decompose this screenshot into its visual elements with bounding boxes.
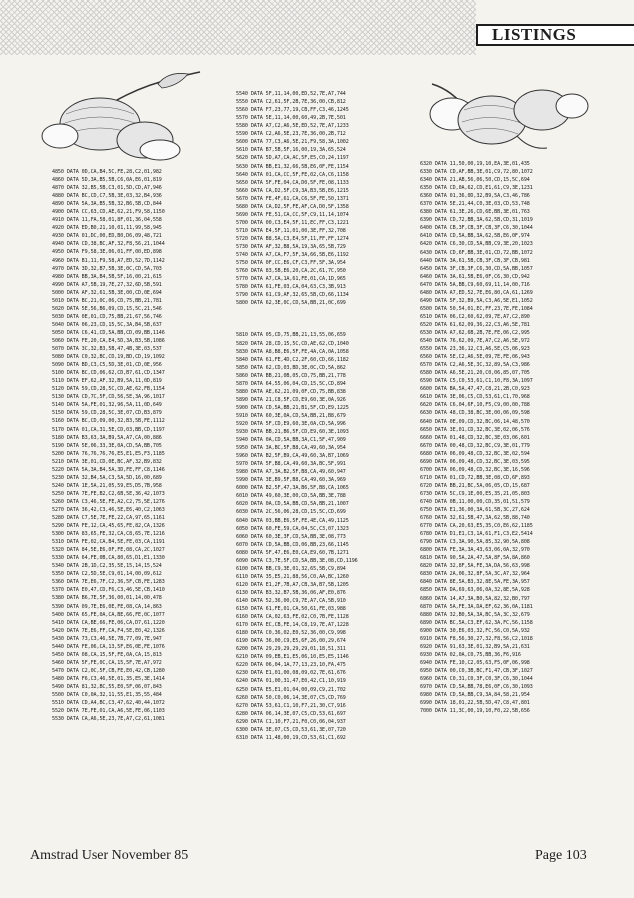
data-line: 6790 DATA C3,3A,90,5A,85,32,90,5A,808	[420, 539, 530, 546]
data-line: 5840 DATA 61,FE,4D,C2,2F,60,CD,66,1182	[236, 356, 349, 363]
listing-column-3	[420, 160, 533, 715]
data-line: 5560 DATA F7,23,77,19,CB,FF,C3,46,1245	[236, 107, 349, 114]
data-line: 5670 DATA FE,4F,61,CA,C6,5F,FE,50,1371	[236, 195, 349, 202]
data-line: 5210 DATA 3E,01,CD,0E,BC,AF,32,B9,832	[52, 458, 162, 465]
data-line: 5820 DATA 28,CD,15,5C,CD,AE,62,CD,1040	[236, 340, 349, 347]
data-line: 5060 DATA FE,20,CA,E4,5D,3A,B3,5B,1086	[52, 337, 165, 344]
data-line: 6260 DATA 50,C0,06,14,3E,07,C5,CD,769	[236, 694, 346, 701]
data-line: 6440 DATA 3A,61,5B,CB,3F,CB,3F,CB,981	[420, 257, 530, 264]
data-line: 6700 DATA 06,09,48,CD,32,BC,3E,16,596	[420, 466, 530, 473]
listing-column-1	[52, 168, 165, 723]
data-line: 5400 DATA 65,FE,0A,CA,BE,66,FE,0C,1077	[52, 611, 165, 618]
data-line: 4890 DATA 5A,3A,B5,5B,32,B6,5B,CD,844	[52, 201, 162, 208]
data-line: 6230 DATA E1,01,00,08,09,02,7E,61,676	[236, 670, 346, 677]
data-line: 6540 DATA 76,62,09,7E,A7,C2,A6,5E,972	[420, 338, 530, 345]
data-line: 6510 DATA 06,C2,60,62,09,7E,A7,C2,890	[420, 313, 530, 320]
data-line: 5130 DATA CD,7C,5F,CD,56,5E,3A,96,1017	[52, 394, 165, 401]
data-line: 6270 DATA 53,61,C1,10,F7,21,30,C7,916	[236, 702, 346, 709]
data-line: 6110 DATA 35,E5,21,88,56,C0,AA,BC,1260	[236, 573, 349, 580]
data-line: 5030 DATA 0E,01,CD,75,BB,21,67,56,746	[52, 313, 162, 320]
data-line: 5480 DATA F6,C3,46,5E,01,35,E5,3E,1414	[52, 675, 165, 682]
data-line: 6360 DATA 01,36,0D,32,B9,5A,C3,46,786	[420, 193, 530, 200]
data-line: 6680 DATA 06,09,48,CD,32,BC,3E,02,594	[420, 450, 530, 457]
data-line: 5990 DATA 3E,B9,5F,B8,CA,49,60,3A,969	[236, 477, 346, 484]
data-line: 6300 DATA 3E,07,C5,CD,53,61,3E,07,720	[236, 726, 346, 733]
data-line: 5920 DATA 5F,CD,E9,60,3E,0A,CD,5A,996	[236, 420, 346, 427]
data-line: 5220 DATA 5A,3A,B4,5A,3D,FE,FF,C8,1146	[52, 466, 165, 473]
data-line: 6000 DATA B2,5F,47,3A,B6,5F,B8,CA,1065	[236, 485, 349, 492]
data-line: 6860 DATA 14,A7,3A,B0,5A,82,32,B0,797	[420, 595, 530, 602]
data-line: 6030 DATA 2C,56,06,28,CD,15,5C,CD,699	[236, 509, 346, 516]
data-line: 6020 DATA 0A,CD,5A,BB,CD,5A,BB,21,1007	[236, 501, 349, 508]
data-line: 6280 DATA 06,14,3E,07,C5,CD,53,61,697	[236, 710, 346, 717]
data-line: 4990 DATA A7,5B,19,7E,27,32,6D,5B,591	[52, 281, 162, 288]
data-line: 6840 DATA 8E,5A,B3,32,8E,5A,FE,3A,957	[420, 579, 530, 586]
data-line: 5930 DATA BB,21,B6,5F,CD,E9,60,3E,1093	[236, 429, 349, 436]
data-line: 5530 DATA CA,A6,5E,23,7E,A7,C2,61,1081	[52, 716, 165, 723]
data-line: 6910 DATA F8,56,30,27,32,F8,56,C2,1018	[420, 635, 533, 642]
data-line: 6560 DATA 5E,C2,A6,5E,09,7E,FE,06,943	[420, 354, 530, 361]
data-line: 5880 DATA AE,62,21,09,0F,CD,75,BB,838	[236, 388, 346, 395]
data-line: 6870 DATA 5A,FE,3A,DA,EF,62,36,0A,1181	[420, 603, 533, 610]
data-line: 6210 DATA 09,EB,E1,E5,06,10,E5,E5,1146	[236, 654, 349, 661]
data-line: 5260 DATA C3,46,5E,FE,A2,C2,75,5E,1276	[52, 498, 165, 505]
data-line: 6320 DATA 11,50,00,19,10,EA,3E,01,435	[420, 161, 530, 167]
data-line: 5950 DATA 3A,BC,5F,B8,CA,49,60,3A,954	[236, 445, 346, 452]
data-line: 5190 DATA 5E,06,33,3E,0A,CD,5A,BB,705	[52, 442, 162, 449]
footer-magazine: Amstrad User November 85	[30, 848, 189, 863]
data-line: 5680 DATA CA,D2,5F,FE,AF,CA,D0,5F,1358	[236, 203, 349, 210]
data-line: 5410 DATA CA,BE,66,FE,06,CA,D7,61,1220	[52, 619, 165, 626]
data-line: 6650 DATA 3E,01,CD,32,BC,3E,02,06,576	[420, 426, 530, 433]
data-line: 6600 DATA BA,5A,47,47,C8,21,2B,C0,923	[420, 386, 530, 393]
data-line: 6130 DATA B3,32,B7,5B,36,06,AF,E0,876	[236, 589, 346, 596]
data-line: 5620 DATA 5D,A7,CA,AC,5F,E5,C0,24,1197	[236, 155, 349, 162]
data-line: 5580 DATA A7,C2,A6,5E,ED,52,7E,A7,1233	[236, 123, 349, 130]
data-line: 6810 DATA 90,5A,2A,47,5A,8F,5A,8A,860	[420, 555, 530, 562]
data-line: 5300 DATA 83,65,FE,32,CA,C8,65,7E,1216	[52, 531, 165, 538]
data-line: 6250 DATA E5,E1,01,04,00,09,C9,21,702	[236, 686, 346, 693]
data-line: 6950 DATA 00,C0,3B,BC,F1,47,CB,3F,1027	[420, 667, 533, 674]
data-line: 6160 DATA CA,02,63,FE,02,C0,7B,FE,1128	[236, 614, 349, 621]
data-line: 5050 DATA C6,41,CD,5A,BB,CD,09,BB,1146	[52, 329, 165, 336]
data-line: 5350 DATA C2,5D,5E,C9,01,14,00,09,612	[52, 571, 162, 578]
data-line: 6390 DATA CD,72,BB,3A,62,5B,CD,31,1019	[420, 217, 533, 224]
data-line: 7000 DATA 11,3C,00,19,10,F0,22,5B,656	[420, 708, 530, 715]
data-line: 6140 DATA 52,36,00,C9,7E,A7,CA,5B,910	[236, 598, 346, 604]
data-line: 5600 DATA 77,C3,A6,5E,21,F9,58,3A,1002	[236, 139, 349, 146]
data-line: 5730 DATA AF,32,B8,5A,19,3A,65,5B,729	[236, 243, 346, 250]
data-line: 5970 DATA 5F,B8,CA,49,60,3A,BC,5F,991	[236, 461, 346, 468]
data-line: 6330 DATA CD,AF,BB,3E,01,C9,72,80,1072	[420, 169, 533, 176]
data-line: 6710 DATA 01,CD,72,BB,3E,08,CD,6F,893	[420, 474, 530, 481]
data-line: 5570 DATA 5E,11,14,00,60,49,2B,7E,501	[236, 115, 346, 122]
data-line: 6730 DATA 5C,C9,1E,00,E5,35,21,05,803	[420, 490, 530, 497]
data-line: 5080 DATA C0,32,BC,CD,19,BD,CD,19,1092	[52, 354, 165, 361]
data-line: 4860 DATA 5D,3A,B5,5B,C6,0A,E6,01,819	[52, 177, 162, 184]
data-line: 5120 DATA 59,CD,28,5C,CD,AE,62,FB,1154	[52, 386, 165, 393]
data-line: 6770 DATA CA,20,63,E5,35,C0,E6,62,1185	[420, 523, 533, 530]
footer-page-number: Page 103	[535, 848, 587, 863]
data-line: 5540 DATA 5F,11,14,00,ED,52,7E,A7,744	[236, 91, 346, 98]
data-line: 6180 DATA C0,36,02,E0,52,36,00,C9,998	[236, 630, 346, 637]
data-line: 5770 DATA A7,CA,1A,61,FE,01,CA,1D,965	[236, 276, 346, 283]
data-line: 5280 DATA C7,5E,7E,FE,22,CA,97,65,1161	[52, 515, 165, 522]
data-line: 5110 DATA EF,62,AF,32,B9,5A,11,0D,819	[52, 378, 162, 385]
data-line: 5320 DATA 84,5E,E6,0F,FE,08,CA,2C,1027	[52, 547, 165, 554]
data-line: 5310 DATA FE,02,CA,B4,5E,FE,03,CA,1191	[52, 539, 165, 546]
data-line: 5150 DATA 59,CD,28,5C,3E,07,CD,B3,879	[52, 410, 162, 417]
data-line: 6640 DATA 0E,09,CD,32,BC,06,14,48,570	[420, 418, 530, 425]
acorn-illustration-left	[40, 66, 215, 162]
data-line: 5490 DATA 81,32,BC,55,E0,5F,06,07,843	[52, 684, 162, 690]
data-line: 5230 DATA 32,B4,5A,C3,5A,5D,16,00,689	[52, 474, 162, 481]
data-line: 4960 DATA B1,11,F9,58,A7,ED,52,7D,1142	[52, 257, 165, 264]
data-line: 6170 DATA EC,CB,FE,14,C8,19,7E,A7,1228	[236, 622, 349, 629]
data-line: 5910 DATA 60,3E,0A,CD,5A,BB,21,B8,679	[236, 412, 346, 419]
data-line: 5940 DATA 0A,CD,5A,BB,3A,C1,5F,47,909	[236, 437, 346, 444]
data-line: 5430 DATA 73,C3,46,5E,7B,77,09,7E,947	[52, 635, 162, 642]
data-line: 6410 DATA CD,5A,BB,3A,62,5B,E6,0F,974	[420, 233, 530, 240]
page-section-title: LISTINGS	[492, 25, 577, 44]
data-line: 6820 DATA 32,8F,5A,FE,3A,DA,56,63,998	[420, 563, 530, 570]
data-line: 5100 DATA BC,CD,06,62,CD,B7,61,CD,1347	[52, 370, 165, 377]
data-line: 5760 DATA 83,5B,E6,20,CA,2C,61,7C,950	[236, 268, 346, 275]
data-line: 6340 DATA 21,AB,56,06,50,CD,15,5C,694	[420, 177, 530, 184]
data-line: 5250 DATA 7E,FE,B2,C2,6B,5E,36,42,1073	[52, 490, 165, 497]
data-line: 5020 DATA 5E,56,B6,09,CD,15,5C,21,546	[52, 305, 162, 312]
data-line: 5380 DATA B6,7E,5F,36,00,01,14,00,478	[52, 595, 162, 602]
data-line: 5450 DATA 08,CA,15,5F,FE,0A,CA,15,813	[52, 651, 162, 658]
data-line: 5750 DATA 0F,CC,E6,CF,C3,FF,5F,3A,954	[236, 260, 346, 267]
data-line: 6990 DATA 18,01,22,5B,5D,47,C8,47,801	[420, 700, 530, 707]
data-line: 5650 DATA 5F,FE,04,CA,D0,5F,FE,08,1133	[236, 179, 349, 186]
data-line: 6490 DATA 5F,32,B9,5A,C3,A6,5E,E1,1052	[420, 297, 533, 304]
data-line: 5980 DATA A7,3A,B2,5F,B8,CA,49,60,947	[236, 469, 346, 476]
data-line: 5800 DATA 62,3E,0C,CD,5A,BB,21,0C,699	[236, 300, 346, 307]
data-line: 6310 DATA 11,48,00,19,CD,53,61,C1,692	[236, 734, 346, 741]
data-line: 5420 DATA 7E,E6,FF,CA,F4,5E,E0,42,1326	[52, 627, 165, 634]
data-line: 6060 DATA 60,3E,3F,CD,5A,BB,3E,08,773	[236, 533, 346, 540]
data-line: 6830 DATA 2A,06,32,8F,5A,3C,A7,32,964	[420, 571, 530, 578]
data-line: 6670 DATA 00,48,CD,32,BC,C9,3E,01,779	[420, 442, 530, 449]
data-line: 5860 DATA BB,21,0B,05,CD,75,BB,21,778	[236, 372, 346, 379]
data-line: 5740 DATA A7,CA,F7,5F,3A,66,5B,E6,1192	[236, 252, 349, 259]
data-line: 6630 DATA 48,CD,38,BC,3E,00,06,09,598	[420, 410, 530, 417]
data-line: 5010 DATA BC,21,0C,06,CD,75,BB,21,781	[52, 297, 162, 304]
acorn-illustration-right	[412, 70, 592, 156]
data-line: 5340 DATA 2B,1D,C2,35,5E,15,14,15,524	[52, 563, 162, 570]
data-line: 6610 DATA 3E,06,C5,CD,53,61,C1,70,968	[420, 394, 530, 401]
data-line: 6240 DATA 01,00,31,47,E0,42,C1,10,919	[236, 678, 346, 685]
data-line: 5290 DATA FE,12,CA,45,65,FE,82,CA,1326	[52, 523, 165, 530]
data-line: 4930 DATA 01,DC,00,ED,B0,D6,09,48,721	[52, 233, 162, 240]
data-line: 6980 DATA CD,5A,BB,C9,3A,84,58,21,954	[420, 692, 530, 699]
data-line: 6590 DATA C5,C0,53,61,C1,10,F8,3A,1097	[420, 378, 533, 385]
data-line: 5810 DATA 05,CD,75,BB,21,13,55,06,659	[236, 332, 346, 339]
data-line: 6940 DATA FE,10,C2,05,63,F5,0F,06,998	[420, 659, 530, 666]
listing-block-2a	[236, 90, 358, 307]
data-line: 6450 DATA 3F,CB,3F,C6,30,CD,5A,BB,1057	[420, 265, 533, 272]
data-line: 5720 DATA B8,5A,C3,E4,5F,11,FF,FF,1274	[236, 235, 349, 242]
data-line: 5640 DATA 01,CA,CC,5F,FE,02,CA,C6,1158	[236, 171, 349, 178]
data-line: 6460 DATA 3A,61,5B,E6,0F,C6,30,CD,942	[420, 273, 530, 280]
data-line: 5370 DATA E0,47,CD,F6,C3,46,5E,CB,1410	[52, 587, 165, 594]
data-line: 5040 DATA 06,23,CD,15,5C,3A,B4,5B,637	[52, 321, 162, 328]
data-line: 6200 DATA 29,29,29,29,29,01,18,51,311	[236, 646, 346, 653]
data-line: 6660 DATA 01,48,CD,32,BC,3E,03,06,601	[420, 434, 530, 441]
data-line: 5890 DATA 21,C8,5F,CD,E9,60,3E,0A,926	[236, 396, 346, 403]
data-line: 6520 DATA 61,62,09,36,22,C3,A6,5E,781	[420, 321, 530, 328]
data-line: 5200 DATA 76,76,76,76,E5,E1,E5,F3,1185	[52, 450, 165, 457]
data-line: 6900 DATA 30,E6,03,32,FC,56,C0,5A,932	[420, 627, 530, 634]
data-line: 4870 DATA 32,B5,5B,C3,01,5D,CD,A7,946	[52, 185, 162, 192]
data-line: 6750 DATA E1,36,00,3A,61,5B,3C,27,624	[420, 507, 530, 514]
data-line: 6040 DATA 03,BB,E6,5F,FE,4E,CA,49,1125	[236, 517, 349, 524]
data-line: 6080 DATA 5F,47,E6,E0,CA,E9,60,7B,1271	[236, 549, 349, 556]
data-line: 5090 DATA BD,C3,C5,5D,3E,01,CD,0E,956	[52, 362, 162, 369]
data-line: 5520 DATA 7E,FE,01,CA,A6,5E,FE,06,1103	[52, 708, 165, 715]
data-line: 6690 DATA 06,09,48,CD,32,BC,3E,03,595	[420, 458, 530, 465]
listing-block-2b	[236, 331, 358, 741]
data-line: 4940 DATA CD,38,BC,AF,32,F8,56,21,1044	[52, 241, 165, 248]
data-line: 6370 DATA 5E,21,44,C0,3E,03,CD,53,748	[420, 201, 530, 208]
data-line: 6380 DATA 61,3E,26,CD,6E,BB,3E,01,763	[420, 209, 530, 216]
data-line: 5690 DATA FE,51,CA,CC,5F,C9,11,14,1074	[236, 211, 349, 218]
data-line: 6400 DATA CB,3F,CB,3F,CB,3F,C6,30,1044	[420, 225, 533, 232]
data-line: 6420 DATA C6,30,CD,5A,BB,C9,3E,20,1023	[420, 241, 533, 248]
data-line: 5240 DATA 1E,5A,21,05,59,E5,D5,7B,958	[52, 482, 162, 489]
data-line: 5960 DATA B2,5F,B9,CA,49,60,3A,B7,1069	[236, 453, 349, 460]
header-hatch-band	[0, 0, 476, 55]
data-line: 5660 DATA CA,D2,5F,C9,3A,B3,5B,E6,1215	[236, 187, 349, 194]
data-line: 5610 DATA B7,5B,5F,16,00,19,3A,65,524	[236, 147, 346, 154]
data-line: 4910 DATA 11,FA,58,01,8F,01,36,04,558	[52, 217, 162, 224]
data-line: 5550 DATA C2,61,5F,2B,7E,36,00,CB,812	[236, 99, 346, 106]
data-line: 5830 DATA A8,B8,E6,5F,FE,4A,CA,0A,1058	[236, 348, 349, 355]
data-line: 6720 DATA BB,21,BC,5A,06,05,CD,15,687	[420, 482, 530, 489]
data-line: 6970 DATA CD,5A,BB,78,E6,0F,C6,30,1093	[420, 684, 533, 691]
data-line: 6470 DATA 5A,BB,C9,60,69,11,14,00,716	[420, 281, 530, 288]
data-line: 6890 DATA BC,5A,C3,EF,62,3A,FC,56,1158	[420, 619, 533, 626]
data-line: 6050 DATA 60,FE,59,CA,04,5C,C3,07,1323	[236, 525, 349, 532]
data-line: 6580 DATA A6,5E,21,20,C0,06,85,07,705	[420, 370, 530, 377]
data-line: 4900 DATA CC,63,CD,AE,62,21,F9,58,1150	[52, 209, 165, 216]
data-line: 4950 DATA F9,58,3E,06,01,FF,00,ED,898	[52, 249, 162, 256]
data-line: 6290 DATA C1,10,F7,21,F0,C0,06,04,937	[236, 718, 346, 725]
data-line: 5330 DATA 64,FE,0B,CA,80,65,D1,E1,1330	[52, 555, 165, 562]
data-line: 5160 DATA BC,CD,09,00,32,B3,5B,FE,1112	[52, 418, 165, 425]
data-line: 6150 DATA 61,FE,01,CA,50,61,FE,03,988	[236, 606, 346, 613]
data-line: 5500 DATA C0,0A,32,11,55,E1,35,55,484	[52, 692, 162, 699]
data-line: 5270 DATA 36,42,C3,46,5E,E6,40,C2,1063	[52, 506, 165, 513]
data-line: 6350 DATA CD,0A,62,CD,E1,61,C9,3E,1231	[420, 185, 533, 192]
data-line: 6070 DATA CD,5A,BB,CD,06,BB,23,66,1145	[236, 541, 349, 548]
data-line: 5180 DATA B3,63,3A,B9,5A,A7,CA,00,886	[52, 434, 162, 441]
data-line: 5790 DATA 61,C9,AF,32,65,5B,CD,66,1134	[236, 292, 349, 299]
data-line: 6010 DATA 49,60,3E,00,CD,5A,BB,3E,788	[236, 493, 346, 500]
data-line: 6850 DATA DA,69,63,06,0A,32,8E,5A,928	[420, 587, 530, 594]
data-line: 5440 DATA FE,06,CA,13,5F,E6,0E,FE,1076	[52, 643, 165, 650]
data-line: 4920 DATA ED,B0,21,10,01,11,99,58,945	[52, 225, 162, 232]
data-line: 6190 DATA 36,00,C9,E5,6F,26,00,29,674	[236, 638, 346, 645]
data-line: 6220 DATA 06,04,1A,77,13,23,10,FA,475	[236, 662, 346, 669]
data-line: 5850 DATA 62,CD,03,BD,3E,0C,CD,5A,862	[236, 364, 346, 371]
data-line: 6920 DATA 91,63,3E,01,32,B9,5A,21,631	[420, 643, 530, 650]
data-line: 6530 DATA A7,62,6B,2B,7E,FE,06,C2,995	[420, 329, 530, 336]
data-line: 6930 DATA 02,0A,C0,75,BB,36,F6,916	[420, 651, 521, 658]
data-line: 5780 DATA 61,FE,03,CA,04,63,C3,3B,913	[236, 284, 346, 291]
data-line: 6620 DATA C6,04,6F,10,F5,C9,00,00,788	[420, 402, 530, 409]
data-line: 6550 DATA 23,36,12,C3,A6,5E,C5,06,923	[420, 346, 530, 353]
data-line: 6880 DATA 32,B0,5A,3A,BC,5A,3C,32,679	[420, 611, 530, 618]
data-line: 6800 DATA FE,3A,3A,43,63,06,0A,32,970	[420, 547, 530, 554]
data-line: 5510 DATA CD,A4,BC,C3,47,62,40,44,1072	[52, 700, 165, 707]
data-line: 5360 DATA 7E,E6,7F,C2,36,5F,CB,FE,1283	[52, 579, 165, 586]
data-line: 4980 DATA BB,3A,B4,5B,5F,16,00,21,615	[52, 273, 162, 280]
data-line: 6500 DATA 50,54,01,EC,FF,23,7E,FE,1084	[420, 305, 533, 312]
data-line: 6570 DATA C2,A6,5E,3C,32,89,5A,C3,986	[420, 362, 530, 369]
data-line: 5700 DATA 00,C3,E4,5F,11,EC,FF,C3,1221	[236, 219, 349, 226]
data-line: 5470 DATA C2,0C,5F,CB,FE,E0,42,CB,1280	[52, 667, 165, 674]
data-line: 6960 DATA C0,31,C0,3F,C0,3F,C6,30,1044	[420, 676, 533, 682]
data-line: 6780 DATA D1,E1,C3,1A,61,F1,C3,E2,5414	[420, 531, 533, 538]
data-line: 5070 DATA 3C,32,B3,5B,47,4B,3E,03,537	[52, 346, 162, 353]
data-line: 6760 DATA 32,61,5B,47,3A,62,5B,88,740	[420, 515, 530, 522]
data-line: 6100 DATA BB,C9,3E,01,32,65,5B,C9,894	[236, 565, 346, 572]
data-line: 5460 DATA 5F,FE,0C,CA,15,5F,7E,A7,972	[52, 659, 162, 666]
data-line: 5630 DATA BB,E1,32,66,5B,E6,0F,FE,1154	[236, 163, 349, 170]
data-line: 6120 DATA E1,2F,7B,A7,CB,3A,B7,5B,1205	[236, 581, 349, 588]
data-line: 6090 DATA C3,7E,5F,CD,5A,BB,3E,08,CD,1196	[236, 557, 358, 564]
data-line: 5870 DATA 64,55,06,04,CD,15,5C,CD,894	[236, 380, 346, 387]
data-line: 6430 DATA CD,6F,BB,3E,01,CD,72,BB,1072	[420, 249, 533, 256]
data-line: 4880 DATA BC,CD,C7,5B,3E,03,32,B4,936	[52, 193, 162, 200]
data-line: 5590 DATA C2,A6,5E,23,7E,36,00,2B,712	[236, 131, 346, 138]
data-line: 4850 DATA 0D,CA,B4,5C,FE,28,C2,01,982	[52, 169, 162, 175]
data-line: 5170 DATA 01,CA,31,5E,CD,03,BB,CD,1197	[52, 426, 165, 433]
data-line: 5710 DATA E4,5F,11,01,00,3E,FF,32,708	[236, 227, 346, 234]
listing-column-2	[236, 74, 358, 750]
data-line: 5000 DATA AF,32,61,5B,3E,00,CD,0E,694	[52, 289, 162, 296]
data-line: 6480 DATA A7,ED,52,7E,E6,80,CA,61,1269	[420, 289, 533, 296]
data-line: 5390 DATA 09,7E,E6,0E,FE,08,CA,14,863	[52, 603, 162, 610]
data-line: 4970 DATA 3D,32,B7,5B,3E,0C,CD,5A,703	[52, 265, 162, 272]
data-line: 6740 DATA 0B,11,00,00,CD,35,01,51,579	[420, 498, 530, 505]
data-line: 5900 DATA CD,5A,BB,21,B1,5F,CD,E9,1225	[236, 404, 349, 411]
data-line: 5140 DATA 5A,FE,01,32,96,5A,11,0D,649	[52, 402, 162, 409]
